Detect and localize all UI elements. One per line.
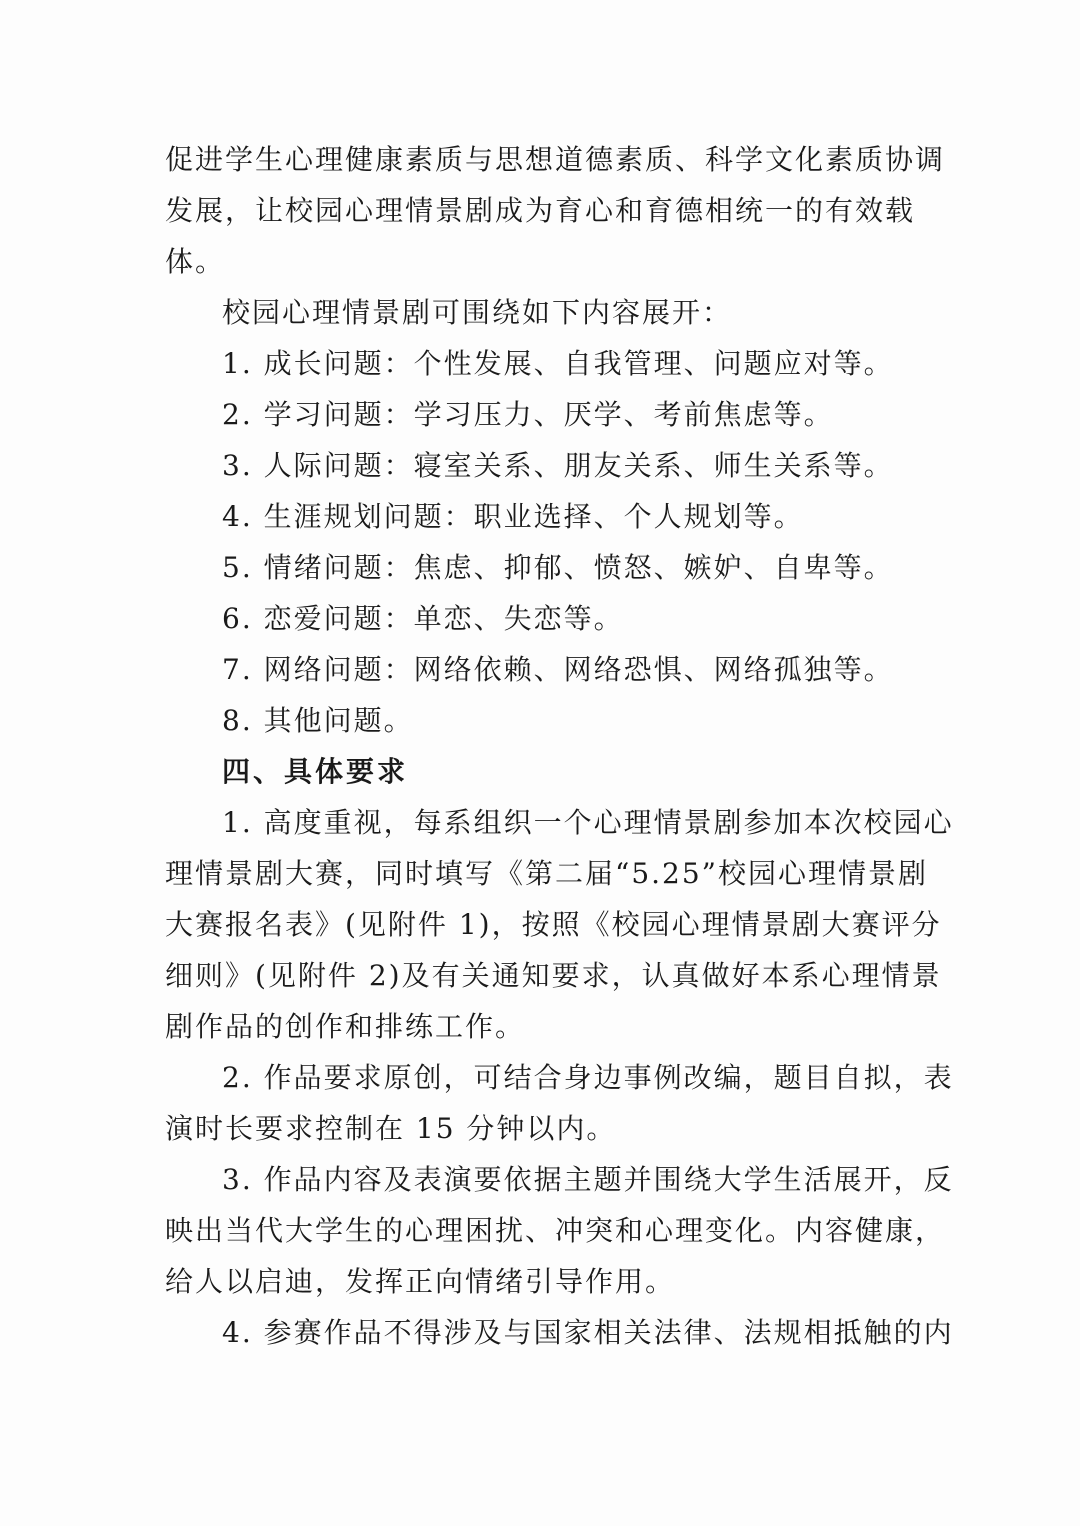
- requirement-3-line: 3. 作品内容及表演要依据主题并围绕大学生活展开，反: [222, 1163, 954, 1196]
- body-text-line: 体。: [165, 245, 226, 278]
- requirement-1-line: 细则》(见附件 2)及有关通知要求，认真做好本系心理情景: [165, 959, 942, 992]
- list-item: 5. 情绪问题：焦虑、抑郁、愤怒、嫉妒、自卑等。: [222, 551, 894, 584]
- requirement-1-line: 剧作品的创作和排练工作。: [165, 1010, 526, 1043]
- requirement-2-line: 2. 作品要求原创，可结合身边事例改编，题目自拟，表: [222, 1061, 954, 1094]
- list-item: 3. 人际问题：寝室关系、朋友关系、师生关系等。: [222, 449, 894, 482]
- list-intro: 校园心理情景剧可围绕如下内容展开：: [222, 296, 733, 329]
- requirement-2-line: 演时长要求控制在 15 分钟以内。: [165, 1112, 617, 1145]
- requirement-1-line: 大赛报名表》(见附件 1)，按照《校园心理情景剧大赛评分: [165, 908, 942, 941]
- requirement-3-line: 映出当代大学生的心理困扰、冲突和心理变化。内容健康，: [165, 1214, 946, 1247]
- list-item: 8. 其他问题。: [222, 704, 414, 737]
- list-item: 7. 网络问题：网络依赖、网络恐惧、网络孤独等。: [222, 653, 894, 686]
- list-item: 1. 成长问题：个性发展、自我管理、问题应对等。: [222, 347, 894, 380]
- requirement-3-line: 给人以启迪，发挥正向情绪引导作用。: [165, 1265, 676, 1298]
- list-item: 2. 学习问题：学习压力、厌学、考前焦虑等。: [222, 398, 834, 431]
- requirement-4-line: 4. 参赛作品不得涉及与国家相关法律、法规相抵触的内: [222, 1316, 954, 1349]
- section-heading: 四、具体要求: [222, 755, 409, 788]
- body-text-line: 发展，让校园心理情景剧成为育心和育德相统一的有效载: [165, 194, 916, 227]
- list-item: 6. 恋爱问题：单恋、失恋等。: [222, 602, 624, 635]
- requirement-1-line: 1. 高度重视，每系组织一个心理情景剧参加本次校园心: [222, 806, 954, 839]
- body-text-line: 促进学生心理健康素质与思想道德素质、科学文化素质协调: [165, 143, 946, 176]
- list-item: 4. 生涯规划问题：职业选择、个人规划等。: [222, 500, 804, 533]
- requirement-1-line: 理情景剧大赛，同时填写《第二届“5.25”校园心理情景剧: [165, 857, 928, 890]
